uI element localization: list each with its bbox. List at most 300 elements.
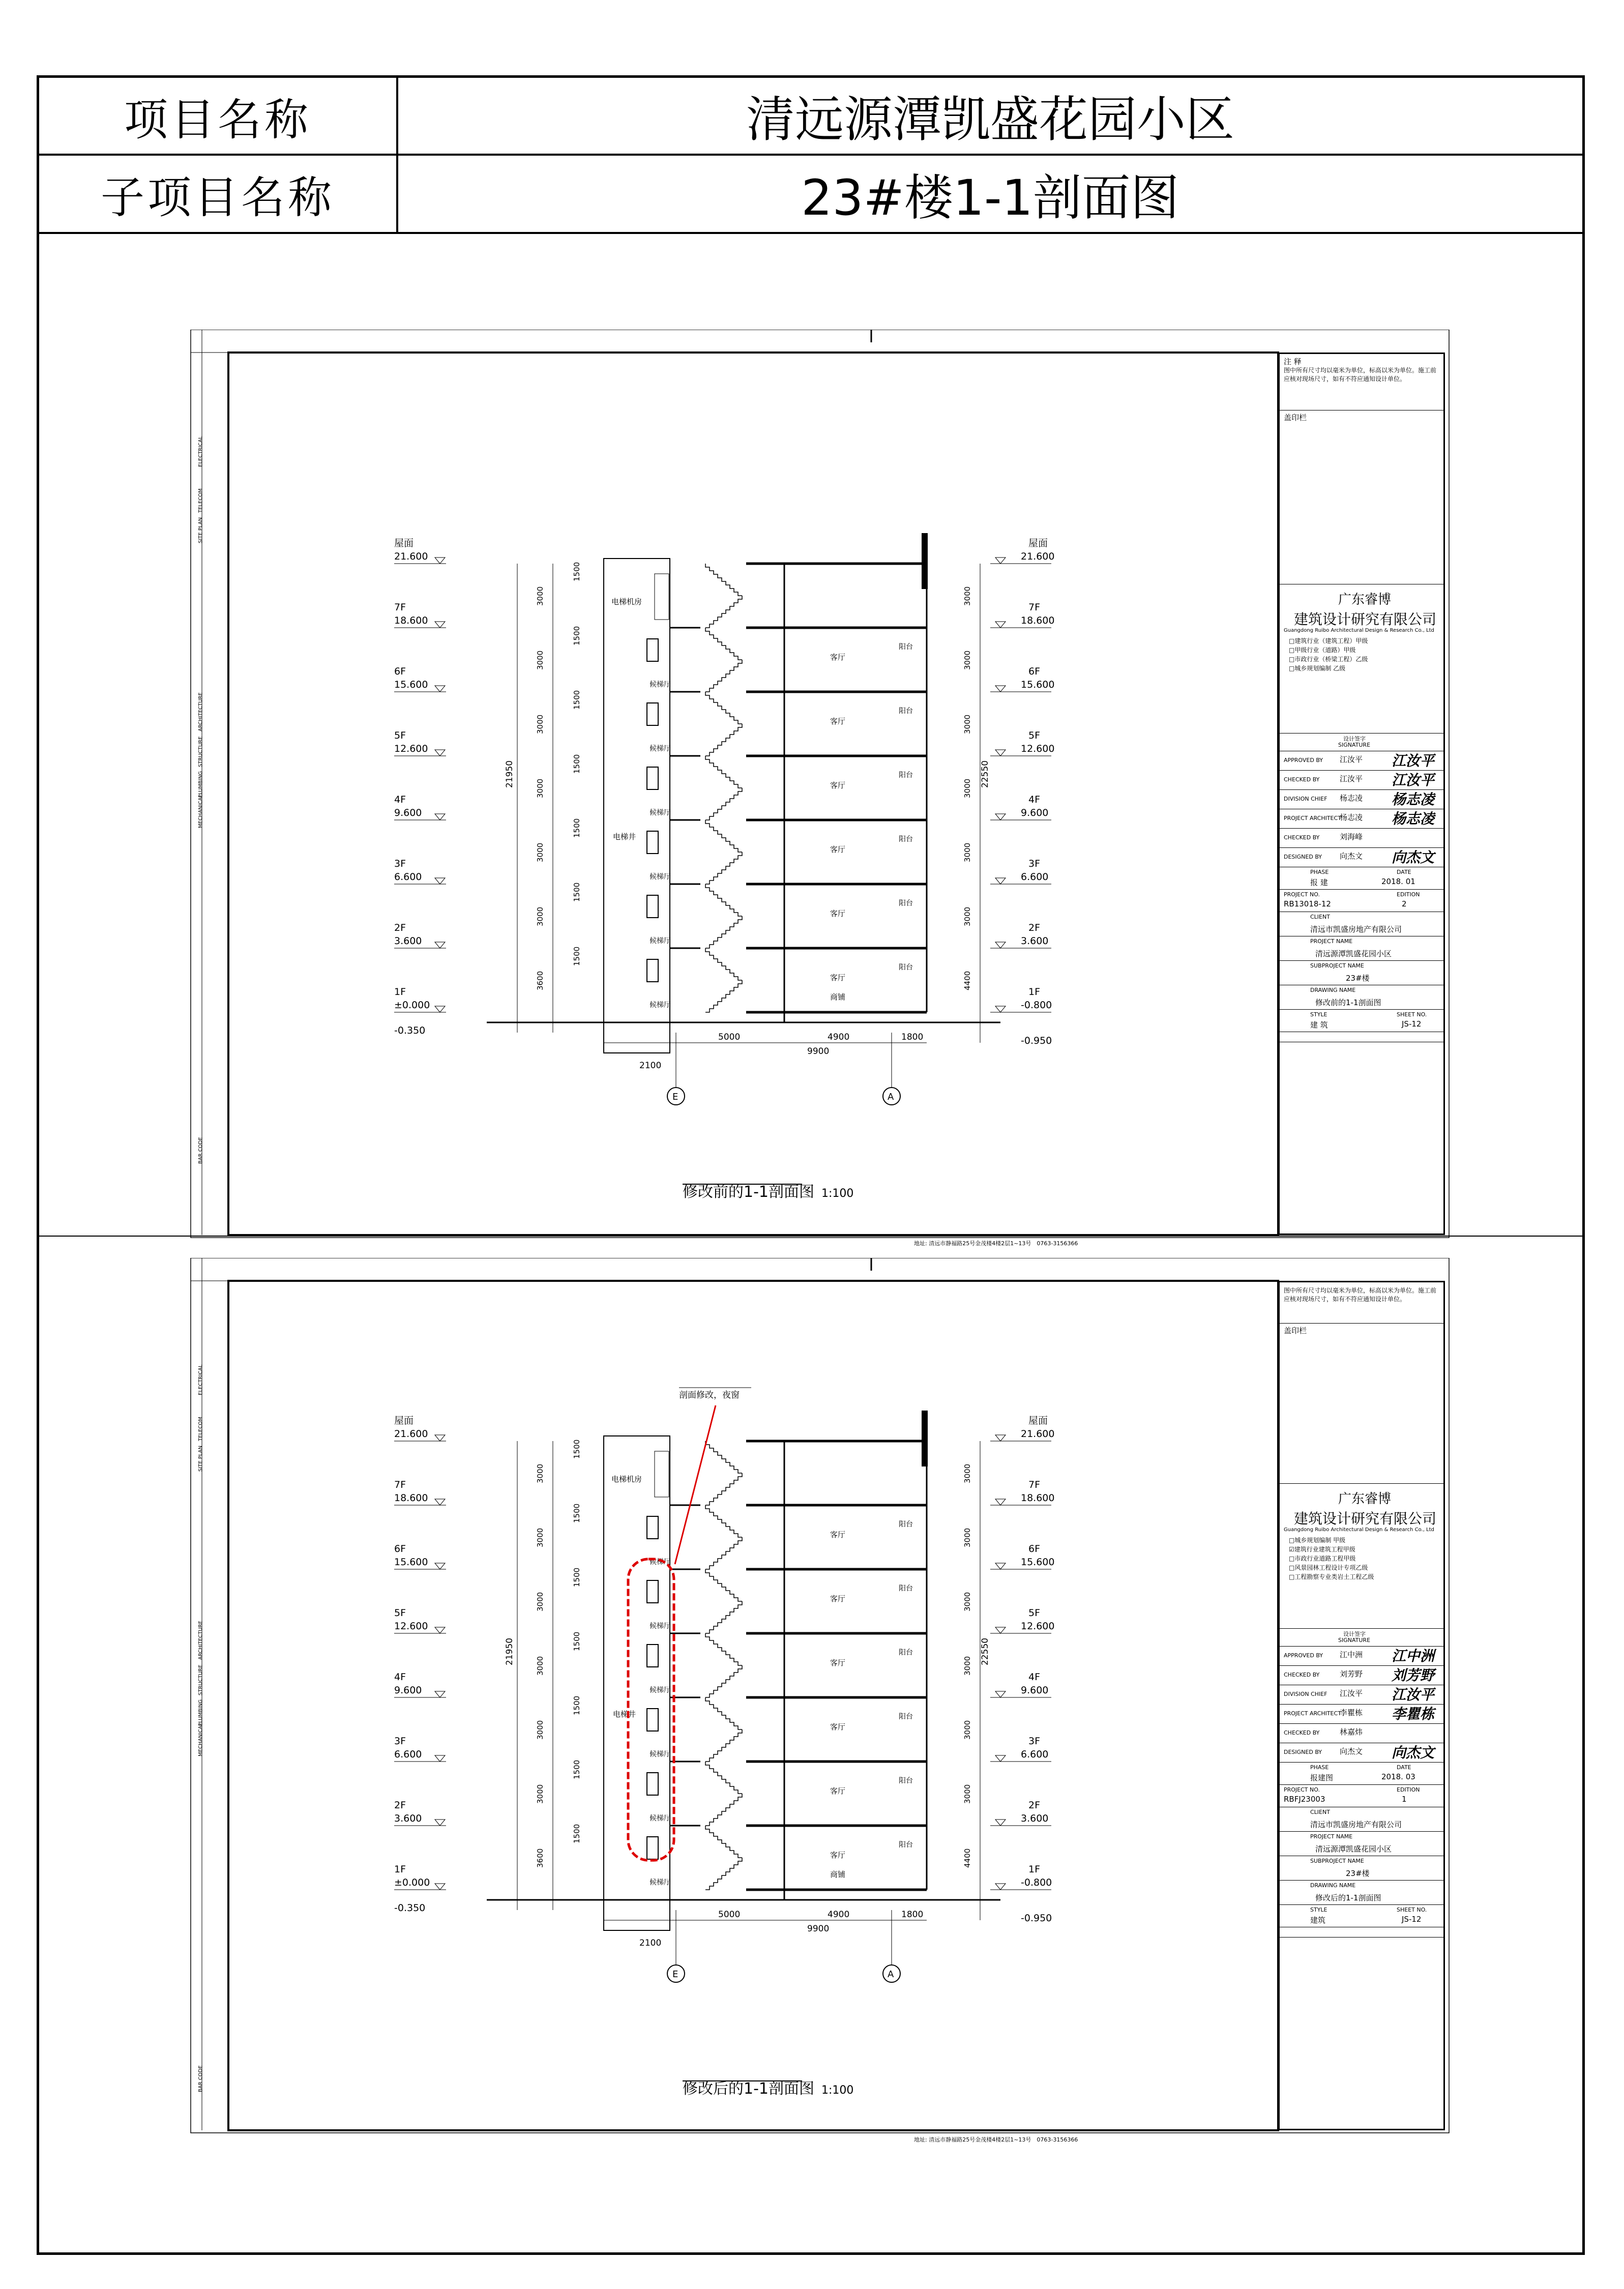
level-elev-left: 21.600 bbox=[394, 1428, 428, 1440]
side-label: TELECOM bbox=[198, 1417, 203, 1441]
dim-half: 1500 bbox=[572, 1824, 581, 1843]
subproject: 23#楼 bbox=[1346, 974, 1370, 983]
level-name-right: 1F bbox=[1028, 1864, 1041, 1875]
lift-hall-label: 候梯厅 bbox=[649, 1750, 671, 1758]
signature-label: SIGNATURE bbox=[1338, 742, 1371, 748]
revision-leader bbox=[675, 1405, 716, 1564]
caption-scale: 1:100 bbox=[821, 2084, 854, 2097]
living-room-label: 客厅 bbox=[830, 1594, 846, 1603]
axis-label-right: A bbox=[888, 1969, 894, 1980]
dim-half: 1500 bbox=[572, 1759, 581, 1779]
level-name-left: 屋面 bbox=[394, 538, 414, 549]
level-name-left: 2F bbox=[394, 1800, 406, 1811]
level-marker-left bbox=[435, 942, 445, 948]
balcony-label: 阳台 bbox=[899, 1520, 913, 1529]
dim-total-left: 21950 bbox=[505, 760, 515, 788]
level-marker-right bbox=[995, 1435, 1006, 1441]
level-name-right: 屋面 bbox=[1028, 538, 1048, 549]
project-architect: 李瞿栋 bbox=[1340, 1708, 1363, 1717]
dim-floor-right: 3000 bbox=[963, 842, 972, 862]
side-label: MECHANICAL bbox=[198, 1722, 203, 1756]
level-marker-left bbox=[435, 1820, 445, 1826]
stair-flight bbox=[705, 1633, 742, 1665]
lift-shaft-label: 电梯井 bbox=[613, 1709, 636, 1719]
stair-flight bbox=[705, 1826, 742, 1858]
level-marker-right bbox=[995, 1499, 1006, 1505]
approved-by: 江中洲 bbox=[1340, 1650, 1363, 1659]
notes-label: 注 释 bbox=[1284, 357, 1302, 366]
drawing-sheet-before bbox=[39, 330, 1587, 1306]
sheet-caption bbox=[683, 1179, 853, 1201]
dim-total-left: 21950 bbox=[505, 1637, 515, 1665]
level-name-right: 6F bbox=[1028, 1543, 1041, 1554]
level-name-left: 7F bbox=[394, 1479, 406, 1490]
level-elev-left: 9.600 bbox=[394, 807, 422, 818]
dim-bottom-a: 2100 bbox=[639, 1061, 662, 1071]
signature-approved: 江中洲 bbox=[1392, 1648, 1435, 1664]
lift-hall-window bbox=[647, 639, 658, 661]
stair-flight bbox=[705, 1441, 742, 1473]
dim-half: 1500 bbox=[572, 946, 581, 966]
stair-flight bbox=[705, 1505, 742, 1537]
balcony-label: 阳台 bbox=[899, 1713, 913, 1721]
level-elev-left: 18.600 bbox=[394, 1492, 428, 1504]
dim-total-right: 22550 bbox=[980, 1637, 990, 1665]
project-name: 清远源潭凯盛花园小区 bbox=[1315, 1844, 1392, 1854]
project-name: 清远源潭凯盛花园小区 bbox=[1315, 949, 1392, 958]
level-name-left: 2F bbox=[394, 922, 406, 933]
dim-floor: 3000 bbox=[536, 714, 545, 734]
level-name-left: 5F bbox=[394, 1607, 406, 1619]
living-room-label: 客厅 bbox=[830, 653, 846, 662]
level-name-left: 3F bbox=[394, 1736, 406, 1747]
level-marker-left bbox=[435, 878, 445, 884]
stair-flight bbox=[705, 596, 742, 628]
level-marker-right bbox=[995, 1884, 1006, 1890]
level-marker-left bbox=[435, 686, 445, 692]
subproject: 23#楼 bbox=[1346, 1869, 1370, 1878]
living-room-label: 客厅 bbox=[830, 781, 846, 790]
balcony-label: 阳台 bbox=[899, 1649, 913, 1657]
living-room-label: 客厅 bbox=[830, 909, 846, 918]
level-marker-left bbox=[435, 1435, 445, 1441]
header-row-subproject bbox=[39, 156, 1582, 234]
dim-half: 1500 bbox=[572, 1567, 581, 1587]
level-marker-right bbox=[995, 1755, 1006, 1762]
stair-flight bbox=[705, 564, 742, 596]
caption-scale: 1:100 bbox=[821, 1187, 854, 1200]
ground-elev-right: -0.950 bbox=[1021, 1035, 1052, 1046]
level-elev-right: 12.600 bbox=[1021, 743, 1055, 754]
client: 清远市凯盛房地产有限公司 bbox=[1310, 925, 1402, 934]
level-marker-right bbox=[995, 1627, 1006, 1633]
level-marker-right bbox=[995, 942, 1006, 948]
drawing-sheet-after bbox=[39, 1258, 1587, 2235]
stair-flight bbox=[705, 884, 742, 916]
phase: 报建图 bbox=[1310, 1773, 1334, 1782]
axis-label-right: A bbox=[888, 1092, 894, 1102]
division-chief: 杨志凌 bbox=[1340, 794, 1363, 803]
dim-floor: 3000 bbox=[536, 1528, 545, 1547]
signature-approved: 江汝平 bbox=[1392, 752, 1435, 769]
level-marker-left bbox=[435, 1006, 445, 1012]
level-marker-left bbox=[435, 1755, 445, 1762]
stair-flight bbox=[705, 1762, 742, 1794]
signature-designed: 向杰文 bbox=[1392, 849, 1435, 866]
dim-floor-right: 3000 bbox=[963, 1592, 972, 1611]
side-label: ELECTRICAL bbox=[198, 436, 203, 467]
drawing-name: 修改前的1-1剖面图 bbox=[1315, 998, 1381, 1007]
level-elev-right: -0.800 bbox=[1021, 1000, 1052, 1011]
revision-annotation: 剖面修改，夜窗 bbox=[679, 1390, 740, 1400]
ground-elev-left: -0.350 bbox=[394, 1902, 426, 1914]
balcony-label: 阳台 bbox=[899, 899, 913, 907]
dim-half: 1500 bbox=[572, 1503, 581, 1523]
level-name-right: 5F bbox=[1028, 1607, 1041, 1619]
stair-flight bbox=[705, 916, 742, 948]
balcony-label: 阳台 bbox=[899, 771, 913, 779]
level-name-right: 5F bbox=[1028, 730, 1041, 741]
balcony-label: 阳台 bbox=[899, 643, 913, 651]
lift-hall-label: 候梯厅 bbox=[649, 1001, 671, 1009]
lift-hall-window bbox=[647, 959, 658, 982]
level-name-right: 7F bbox=[1028, 602, 1041, 613]
lift-shaft-label: 电梯井 bbox=[613, 832, 636, 841]
subproject-name-label: 子项目名称 bbox=[39, 156, 398, 232]
dim-half: 1500 bbox=[572, 1695, 581, 1715]
dim-floor: 3000 bbox=[536, 906, 545, 926]
level-name-right: 4F bbox=[1028, 794, 1041, 805]
dim-bottom-b: 5000 bbox=[718, 1032, 741, 1042]
stair-flight bbox=[705, 852, 742, 884]
firm-name-2: 建筑设计研究有限公司 bbox=[1294, 1510, 1437, 1527]
notes-text: 图中所有尺寸均以毫米为单位，标高以米为单位。施工前应核对现场尺寸，如有不符应通知设计单位。 bbox=[1284, 1287, 1437, 1303]
level-marker-right bbox=[995, 1006, 1006, 1012]
level-marker-left bbox=[435, 814, 445, 820]
lift-hall-window bbox=[647, 767, 658, 789]
living-room-label: 客厅 bbox=[830, 717, 846, 726]
lift-hall-window bbox=[647, 895, 658, 918]
stair-flight bbox=[705, 788, 742, 820]
level-marker-left bbox=[435, 622, 445, 628]
lift-hall-label: 候梯厅 bbox=[649, 1814, 671, 1823]
level-elev-right: 6.600 bbox=[1021, 1749, 1049, 1760]
lift-hall-label: 候梯厅 bbox=[649, 809, 671, 817]
title-block: 注 释 图中所有尺寸均以毫米为单位，标高以米为单位。施工前应核对现场尺寸，如有不符应通知设计单位。 盖印栏 广东睿博 建筑设计研究有限公司 Guangdong Ruibo Architectural Design & Research Co., Ltd □建筑行业（建筑工程）甲级 □甲级行业（道路）甲级 □市政行业（桥梁工程）乙级 □城乡规划编制 乙级 设计签字 SIGNATURE APPROVED BY 江汝平 江汝平 CHECKED BY 江汝平 江汝平 DIVISION CHIEF 杨志凌 杨志凌 PROJECT ARCHITECT 杨志凌 杨志凌 CHECKED BY 刘海峰 DESIGNED BY 向杰文 向杰文 PHASE DATE 报 建 2018. 01 PROJECT NO. EDITION RB13018-12 2 CLIENT 清远市凯盛房地产有限公司 PROJECT NAME 清远源潭凯盛花园小区 SUBPROJECT NAME 23#楼 DRAWING NAME 修改前的1-1剖面图 STYLE SHEET NO. 建 筑 JS-12 bbox=[1278, 353, 1445, 1235]
lift-hall-label: 候梯厅 bbox=[649, 1622, 671, 1630]
dim-floor-right: 3000 bbox=[963, 1656, 972, 1676]
firm-name-2: 建筑设计研究有限公司 bbox=[1294, 611, 1437, 628]
stair-flight bbox=[705, 980, 742, 1012]
level-marker-right bbox=[995, 878, 1006, 884]
lift-hall-window bbox=[647, 831, 658, 854]
shop-label: 商铺 bbox=[830, 1870, 846, 1879]
level-elev-left: 12.600 bbox=[394, 743, 428, 754]
lift-hall-window bbox=[647, 1580, 658, 1603]
level-marker-left bbox=[435, 1884, 445, 1890]
lift-hall-window bbox=[647, 703, 658, 725]
dim-total-right: 22550 bbox=[980, 760, 990, 788]
level-name-right: 2F bbox=[1028, 1800, 1041, 1811]
stair-flight bbox=[705, 1794, 742, 1826]
dim-floor: 3000 bbox=[536, 1720, 545, 1740]
side-label: PLUMBING bbox=[198, 1699, 203, 1726]
level-name-left: 1F bbox=[394, 986, 406, 997]
caption-title: 修改后的1-1剖面图 bbox=[683, 2080, 814, 2098]
sheet-inner-border bbox=[228, 353, 1278, 1235]
dim-floor: 3000 bbox=[536, 1784, 545, 1804]
side-label: SITE PLAN bbox=[198, 517, 203, 543]
side-label: PLUMBING bbox=[198, 771, 203, 798]
dim-floor-right: 3000 bbox=[963, 1463, 972, 1483]
level-marker-left bbox=[435, 1627, 445, 1633]
sheet-caption bbox=[683, 2076, 853, 2098]
level-elev-left: 6.600 bbox=[394, 871, 422, 883]
signature-designed: 向杰文 bbox=[1392, 1744, 1435, 1761]
level-marker-right bbox=[995, 686, 1006, 692]
living-room-label: 客厅 bbox=[830, 845, 846, 854]
project-no: RB13018-12 bbox=[1284, 899, 1331, 908]
stair-flight bbox=[705, 1665, 742, 1697]
signature-division: 江汝平 bbox=[1392, 1686, 1435, 1703]
stair-flight bbox=[705, 756, 742, 788]
level-elev-left: 6.600 bbox=[394, 1749, 422, 1760]
dim-floor-right: 3000 bbox=[963, 778, 972, 798]
project-name-label: 项目名称 bbox=[39, 78, 398, 154]
stair-flight bbox=[705, 660, 742, 692]
dim-half: 1500 bbox=[572, 562, 581, 581]
side-label: MECHANICAL bbox=[198, 794, 203, 828]
dim-bottom-total: 9900 bbox=[807, 1046, 830, 1057]
side-label: BAR CODE bbox=[198, 1137, 203, 1164]
level-elev-left: 15.600 bbox=[394, 679, 428, 690]
lift-hall-label: 候梯厅 bbox=[649, 873, 671, 881]
checked-by-2: 刘海峰 bbox=[1340, 832, 1363, 841]
dim-floor-right: 3000 bbox=[963, 586, 972, 606]
stair-flight bbox=[705, 1473, 742, 1505]
style: 建筑 bbox=[1310, 1916, 1326, 1925]
dim-half: 1500 bbox=[572, 818, 581, 838]
level-name-left: 4F bbox=[394, 794, 406, 805]
division-chief: 江汝平 bbox=[1340, 1689, 1363, 1698]
level-elev-left: 18.600 bbox=[394, 615, 428, 626]
lift-room-label: 电梯机房 bbox=[611, 597, 642, 606]
sheet-no: JS-12 bbox=[1402, 1915, 1422, 1924]
axis-label-left: E bbox=[672, 1969, 678, 1980]
dim-floor-right: 3000 bbox=[963, 1528, 972, 1547]
caption-title: 修改前的1-1剖面图 bbox=[683, 1183, 814, 1201]
sheet-inner-border bbox=[228, 1281, 1278, 2130]
shop-label: 商铺 bbox=[830, 992, 846, 1002]
header-row-project bbox=[39, 78, 1582, 156]
side-label: ARCHITECTURE bbox=[198, 1621, 203, 1660]
dim-floor-right: 4400 bbox=[963, 971, 972, 990]
balcony-label: 阳台 bbox=[899, 1777, 913, 1785]
stair-flight bbox=[705, 692, 742, 724]
level-name-left: 3F bbox=[394, 858, 406, 869]
level-elev-right: 3.600 bbox=[1021, 1813, 1049, 1824]
dim-floor: 3000 bbox=[536, 842, 545, 862]
project-architect: 杨志凌 bbox=[1340, 813, 1363, 822]
level-marker-right bbox=[995, 1820, 1006, 1826]
balcony-label: 阳台 bbox=[899, 963, 913, 972]
signature-architect: 李瞿栋 bbox=[1392, 1706, 1435, 1722]
living-room-label: 客厅 bbox=[830, 1658, 846, 1667]
level-marker-right bbox=[995, 622, 1006, 628]
level-marker-left bbox=[435, 750, 445, 756]
side-label: SITE PLAN bbox=[198, 1445, 203, 1472]
side-label: STRUCTURE bbox=[198, 736, 203, 767]
side-label: STRUCTURE bbox=[198, 1664, 203, 1695]
checked-by-2: 林嘉炜 bbox=[1340, 1727, 1363, 1737]
level-name-left: 5F bbox=[394, 730, 406, 741]
stair-flight bbox=[705, 628, 742, 660]
level-marker-right bbox=[995, 750, 1006, 756]
level-elev-right: 18.600 bbox=[1021, 1492, 1055, 1504]
stair-flight bbox=[705, 724, 742, 756]
level-name-right: 3F bbox=[1028, 1736, 1041, 1747]
level-elev-right: 12.600 bbox=[1021, 1621, 1055, 1632]
level-elev-left: 3.600 bbox=[394, 935, 422, 947]
footer-address: 地址: 清远市静福路25号金茂楼4楼2层1~13号 0763-3156366 bbox=[914, 2136, 1078, 2143]
lift-hall-window bbox=[647, 1709, 658, 1731]
level-elev-left: 3.600 bbox=[394, 1813, 422, 1824]
living-room-label: 客厅 bbox=[830, 1786, 846, 1796]
level-name-right: 7F bbox=[1028, 1479, 1041, 1490]
living-room-label: 客厅 bbox=[830, 1851, 846, 1860]
dim-floor: 3600 bbox=[536, 1848, 545, 1868]
dim-floor-right: 3000 bbox=[963, 650, 972, 670]
stair-flight bbox=[705, 1858, 742, 1890]
level-elev-right: 15.600 bbox=[1021, 679, 1055, 690]
dim-half: 1500 bbox=[572, 626, 581, 645]
dim-bottom-c: 4900 bbox=[828, 1910, 850, 1920]
dim-floor: 3000 bbox=[536, 1463, 545, 1483]
firm-name-en: Guangdong Ruibo Architectural Design & Research Co., Ltd bbox=[1284, 1527, 1434, 1533]
stair-flight bbox=[705, 820, 742, 852]
lift-hall-window bbox=[647, 1773, 658, 1795]
level-elev-left: 15.600 bbox=[394, 1557, 428, 1568]
level-marker-right bbox=[995, 1563, 1006, 1569]
balcony-label: 阳台 bbox=[899, 1841, 913, 1849]
designed-by: 向杰文 bbox=[1340, 1747, 1363, 1756]
level-marker-right bbox=[995, 1691, 1006, 1697]
living-room-label: 客厅 bbox=[830, 973, 846, 982]
level-marker-right bbox=[995, 814, 1006, 820]
level-elev-right: 15.600 bbox=[1021, 1557, 1055, 1568]
balcony-label: 阳台 bbox=[899, 1584, 913, 1593]
lift-core bbox=[604, 559, 670, 1053]
dim-floor: 3000 bbox=[536, 650, 545, 670]
level-name-left: 7F bbox=[394, 602, 406, 613]
checked-by: 江汝平 bbox=[1340, 774, 1363, 783]
dim-half: 1500 bbox=[572, 882, 581, 902]
drawing-name: 修改后的1-1剖面图 bbox=[1315, 1893, 1381, 1902]
level-elev-right: 9.600 bbox=[1021, 807, 1049, 818]
lift-hall-label: 候梯厅 bbox=[649, 681, 671, 689]
approved-by: 江汝平 bbox=[1340, 755, 1363, 764]
dim-half: 1500 bbox=[572, 690, 581, 710]
client: 清远市凯盛房地产有限公司 bbox=[1310, 1820, 1402, 1829]
dim-half: 1500 bbox=[572, 754, 581, 774]
signature-architect: 杨志凌 bbox=[1392, 810, 1435, 827]
sheet-outer-border bbox=[191, 330, 1449, 1238]
level-name-left: 4F bbox=[394, 1671, 406, 1683]
subproject-name-value: 23#楼1-1剖面图 bbox=[801, 169, 1179, 226]
lift-hall-window bbox=[647, 1516, 658, 1539]
dim-floor: 3000 bbox=[536, 1656, 545, 1676]
edition: 1 bbox=[1402, 1795, 1407, 1804]
dim-bottom-c: 4900 bbox=[828, 1032, 850, 1042]
lift-hall-label: 候梯厅 bbox=[649, 745, 671, 753]
level-marker-left bbox=[435, 557, 445, 564]
stair-flight bbox=[705, 948, 742, 980]
dim-bottom-a: 2100 bbox=[639, 1938, 662, 1948]
side-label: BAR CODE bbox=[198, 2065, 203, 2092]
parapet bbox=[922, 533, 928, 589]
balcony-label: 阳台 bbox=[899, 835, 913, 843]
lift-hall-label: 候梯厅 bbox=[649, 1558, 671, 1566]
project-name-value: 清远源潭凯盛花园小区 bbox=[746, 91, 1234, 148]
level-name-right: 1F bbox=[1028, 986, 1041, 997]
level-name-right: 4F bbox=[1028, 1671, 1041, 1683]
level-elev-left: 12.600 bbox=[394, 1621, 428, 1632]
level-name-right: 3F bbox=[1028, 858, 1041, 869]
stair-flight bbox=[705, 1729, 742, 1762]
footer-address: 地址: 清远市静福路25号金茂楼4楼2层1~13号 0763-3156366 bbox=[914, 1240, 1078, 1247]
level-marker-right bbox=[995, 557, 1006, 564]
ground-elev-left: -0.350 bbox=[394, 1025, 426, 1036]
dim-floor-right: 3000 bbox=[963, 1720, 972, 1740]
designed-by: 向杰文 bbox=[1340, 852, 1363, 861]
level-elev-right: 18.600 bbox=[1021, 615, 1055, 626]
style: 建 筑 bbox=[1310, 1020, 1328, 1030]
level-elev-left: ±0.000 bbox=[394, 1000, 430, 1011]
stair-flight bbox=[705, 1697, 742, 1729]
level-elev-right: 21.600 bbox=[1021, 1428, 1055, 1440]
dim-floor-right: 3000 bbox=[963, 714, 972, 734]
parapet bbox=[922, 1411, 928, 1466]
dim-floor-right: 3000 bbox=[963, 906, 972, 926]
signature-checked: 刘芳野 bbox=[1392, 1667, 1435, 1684]
balcony-label: 阳台 bbox=[899, 707, 913, 715]
lift-hall-label: 候梯厅 bbox=[649, 1686, 671, 1694]
side-label: ARCHITECTURE bbox=[198, 692, 203, 731]
sign-title: 设计签字 bbox=[1343, 736, 1366, 742]
sheet-outer-border bbox=[191, 1258, 1449, 2133]
edition: 2 bbox=[1402, 899, 1407, 908]
level-name-right: 6F bbox=[1028, 666, 1041, 677]
level-elev-right: 21.600 bbox=[1021, 551, 1055, 562]
level-elev-right: 9.600 bbox=[1021, 1685, 1049, 1696]
level-elev-right: 3.600 bbox=[1021, 935, 1049, 947]
axis-label-left: E bbox=[672, 1092, 678, 1102]
date: 2018. 01 bbox=[1381, 877, 1415, 886]
level-elev-right: 6.600 bbox=[1021, 871, 1049, 883]
level-name-left: 6F bbox=[394, 1543, 406, 1554]
lift-hall-window bbox=[647, 1645, 658, 1667]
stair-flight bbox=[705, 1601, 742, 1633]
living-room-label: 客厅 bbox=[830, 1722, 846, 1732]
side-label: TELECOM bbox=[198, 488, 203, 513]
signature-checked: 江汝平 bbox=[1392, 772, 1435, 788]
dim-floor: 3000 bbox=[536, 778, 545, 798]
level-marker-left bbox=[435, 1691, 445, 1697]
level-elev-left: 21.600 bbox=[394, 551, 428, 562]
seal-label: 盖印栏 bbox=[1284, 1326, 1307, 1335]
dim-bottom-b: 5000 bbox=[718, 1910, 741, 1920]
level-name-left: 6F bbox=[394, 666, 406, 677]
